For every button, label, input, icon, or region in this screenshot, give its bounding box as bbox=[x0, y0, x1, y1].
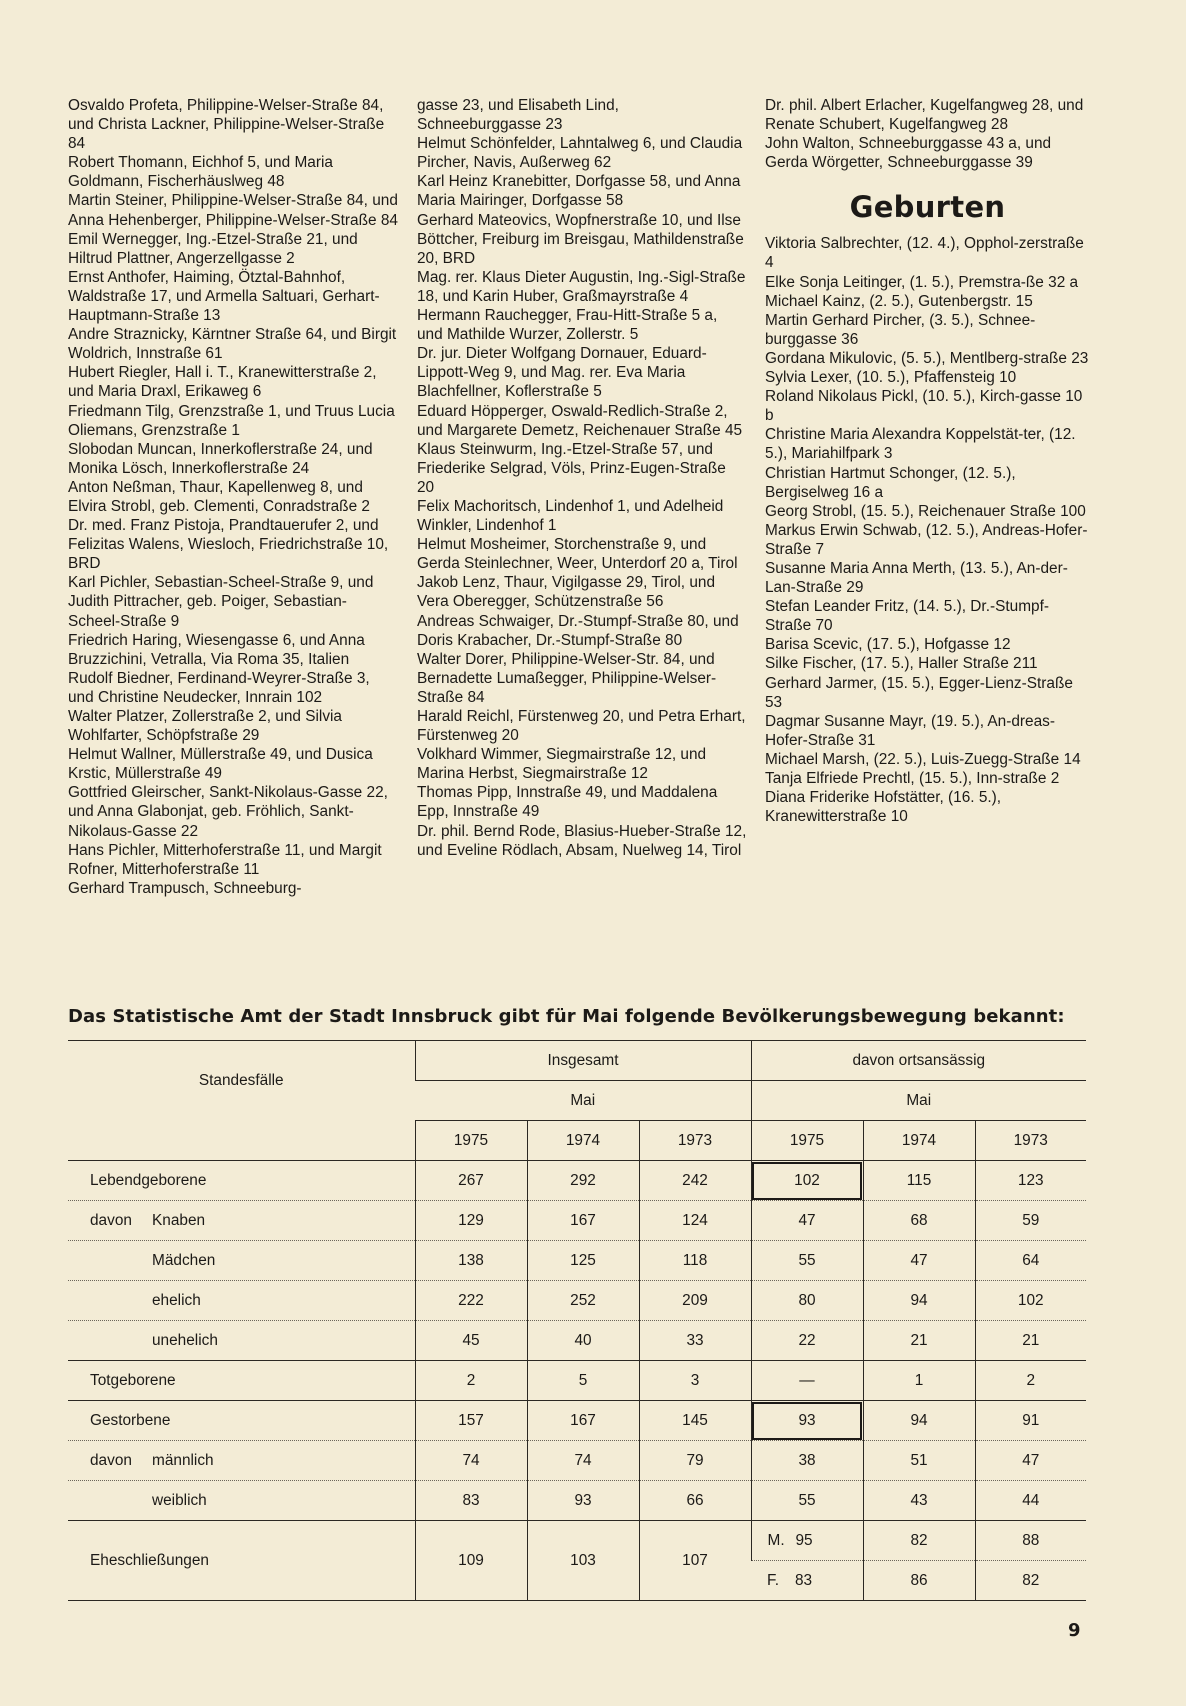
table-cell: 157 bbox=[415, 1401, 527, 1441]
table-cell: 79 bbox=[639, 1441, 751, 1481]
table-cell: 66 bbox=[639, 1481, 751, 1521]
table-cell: 3 bbox=[639, 1361, 751, 1401]
marriage-entry: Walter Platzer, Zollerstraße 2, und Silvia Wohlfarter, Schöpfstraße 29 bbox=[68, 708, 342, 745]
marriage-entry: Dr. jur. Dieter Wolfgang Dornauer, Eduard-Lippott-Weg 9, und Mag. rer. Eva Maria Blachfellner, Koflerstraße 5 bbox=[417, 345, 707, 401]
table-row-gestorbene bbox=[68, 1401, 1086, 1441]
table-cell: 292 bbox=[527, 1161, 639, 1201]
birth-entry: Martin Gerhard Pircher, (3. 5.), Schnee-burggasse 36 bbox=[765, 311, 1036, 348]
marriage-entry: Felix Machoritsch, Lindenhof 1, und Adelheid Winkler, Lindenhof 1 bbox=[417, 497, 724, 535]
table-cell: 38 bbox=[751, 1441, 863, 1481]
birth-entry: Tanja Elfriede Prechtl, (15. 5.), Inn-straße 2 bbox=[765, 770, 1060, 787]
table-cell: 80 bbox=[751, 1281, 863, 1321]
table-cell: 68 bbox=[863, 1201, 975, 1241]
statistics-heading: Das Statistische Amt der Stadt Innsbruck gibt für Mai folgende Bevölkerungsbewegung bekannt: bbox=[68, 1006, 1065, 1027]
table-row-unehelich bbox=[68, 1321, 1086, 1361]
marriage-entry: Thomas Pipp, Innstraße 49, und Maddalena Epp, Innstraße 49 bbox=[417, 784, 718, 821]
year-header: 1973 bbox=[639, 1121, 751, 1161]
table-row-maennlich bbox=[68, 1441, 1086, 1481]
table-cell: 167 bbox=[527, 1201, 639, 1241]
table-cell: 51 bbox=[863, 1441, 975, 1481]
table-row-eheschliessungen-m bbox=[68, 1521, 1086, 1561]
marriage-entry: Ernst Anthofer, Haiming, Ötztal-Bahnhof, Waldstraße 17, und Armella Saltuari, Gerhart-Hauptmann-Straße 13 bbox=[68, 268, 380, 325]
table-cell-boxed: 102 bbox=[751, 1161, 863, 1201]
births-column bbox=[765, 96, 1090, 826]
births-heading: Geburten bbox=[849, 190, 1006, 225]
table-cell: 45 bbox=[415, 1321, 527, 1361]
row-label bbox=[68, 1441, 415, 1481]
table-cell: 74 bbox=[415, 1441, 527, 1481]
table-cell: 86 bbox=[863, 1561, 975, 1601]
birth-entry: Diana Friderike Hofstätter, (16. 5.), Kranewitterstraße 10 bbox=[765, 789, 1002, 826]
table-row-lebendgeborene bbox=[68, 1161, 1086, 1201]
marriage-entry: Osvaldo Profeta, Philippine-Welser-Straße 84, und Christa Lackner, Philippine-Welser-Straße 84 bbox=[68, 97, 385, 153]
table-cell: 115 bbox=[863, 1161, 975, 1201]
month-header: Mai bbox=[751, 1081, 1086, 1121]
birth-entry: Susanne Maria Anna Merth, (13. 5.), An-der-Lan-Straße 29 bbox=[765, 559, 1068, 597]
marriage-entry: Karl Heinz Kranebitter, Dorfgasse 58, und Anna Maria Mairinger, Dorfgasse 58 bbox=[417, 173, 741, 210]
table-cell: 55 bbox=[751, 1481, 863, 1521]
group-header-ortsansaessig: davon ortsansässig bbox=[751, 1041, 1086, 1081]
marriage-entry: Friedrich Haring, Wiesengasse 6, und Anna Bruzzichini, Vetralla, Via Roma 35, Italien bbox=[68, 631, 365, 668]
marriage-entry: Helmut Mosheimer, Storchenstraße 9, und Gerda Steinlechner, Weer, Unterdorf 20 a, Tirol bbox=[417, 536, 738, 573]
year-header: 1975 bbox=[751, 1121, 863, 1161]
birth-entry: Christian Hartmut Schonger, (12. 5.), Bergiselweg 16 a bbox=[765, 464, 1016, 501]
table-cell: 167 bbox=[527, 1401, 639, 1441]
marriage-entry: Emil Wernegger, Ing.-Etzel-Straße 21, und Hiltrud Plattner, Angerzellgasse 2 bbox=[68, 230, 358, 267]
year-header: 1975 bbox=[415, 1121, 527, 1161]
birth-entry: Gerhard Jarmer, (15. 5.), Egger-Lienz-Straße 53 bbox=[765, 674, 1073, 711]
birth-entry: Michael Kainz, (2. 5.), Gutenbergstr. 15 bbox=[765, 292, 1033, 310]
table-cell bbox=[751, 1521, 863, 1561]
marriage-entry: Robert Thomann, Eichhof 5, und Maria Goldmann, Fischerhäuslweg 48 bbox=[68, 154, 333, 191]
year-header: 1973 bbox=[975, 1121, 1086, 1161]
female-label: F. bbox=[767, 1571, 779, 1589]
row-label-text: Knaben bbox=[152, 1211, 206, 1229]
marriage-entry: Harald Reichl, Fürstenweg 20, und Petra Erhart, Fürstenweg 20 bbox=[417, 708, 746, 745]
marriage-entry: Andre Straznicky, Kärntner Straße 64, und Birgit Woldrich, Innstraße 61 bbox=[68, 326, 397, 363]
marriage-entry: Andreas Schwaiger, Dr.-Stumpf-Straße 80, und Doris Krabacher, Dr.-Stumpf-Straße 80 bbox=[417, 612, 739, 649]
birth-entry: Barisa Scevic, (17. 5.), Hofgasse 12 bbox=[765, 636, 1011, 654]
marriages-column-2 bbox=[417, 96, 747, 860]
marriage-entry: gasse 23, und Elisabeth Lind, Schneeburggasse 23 bbox=[417, 97, 619, 134]
column-label-standesfaelle: Standesfälle bbox=[198, 1071, 284, 1089]
marriage-entry: Walter Dorer, Philippine-Welser-Str. 84, und Bernadette Lumaßegger, Philippine-Welser-Straße 84 bbox=[417, 650, 717, 706]
table-cell: 22 bbox=[751, 1321, 863, 1361]
marriage-entry: Jakob Lenz, Thaur, Vigilgasse 29, Tirol, und Vera Oberegger, Schützenstraße 56 bbox=[417, 574, 716, 611]
marriage-entry: Slobodan Muncan, Innerkoflerstraße 24, und Monika Lösch, Innerkoflerstraße 24 bbox=[68, 440, 373, 477]
row-label: Eheschließungen bbox=[68, 1521, 415, 1601]
birth-entry: Elke Sonja Leitinger, (1. 5.), Premstra-ße 32 a bbox=[765, 273, 1079, 291]
table-cell: 267 bbox=[415, 1161, 527, 1201]
table-cell: 64 bbox=[975, 1241, 1086, 1281]
year-header-spacer bbox=[68, 1121, 415, 1161]
table-cell: 5 bbox=[527, 1361, 639, 1401]
population-statistics-table bbox=[68, 1040, 1086, 1601]
table-cell: 74 bbox=[527, 1441, 639, 1481]
marriage-entry: Rudolf Biedner, Ferdinand-Weyrer-Straße 3, und Christine Neudecker, Innrain 102 bbox=[68, 669, 370, 706]
marriage-entry: Gerhard Mateovics, Wopfnerstraße 10, und Ilse Böttcher, Freiburg im Breisgau, Mathildenstraße 20, BRD bbox=[417, 211, 744, 267]
marriage-entry: Gottfried Gleirscher, Sankt-Nikolaus-Gasse 22, und Anna Glabonjat, geb. Fröhlich, Sankt-Nikolaus-Gasse 22 bbox=[68, 784, 388, 840]
table-cell: 2 bbox=[975, 1361, 1086, 1401]
table-cell: 129 bbox=[415, 1201, 527, 1241]
page-number: 9 bbox=[1068, 1620, 1081, 1641]
cell-value: 83 bbox=[795, 1571, 813, 1589]
marriage-entry: Volkhard Wimmer, Siegmairstraße 12, und Marina Herbst, Siegmairstraße 12 bbox=[417, 746, 707, 783]
marriage-entry: Dr. med. Franz Pistoja, Prandtauerufer 2, und Felizitas Walens, Wiesloch, Friedrichstraße 10, BRD bbox=[68, 517, 389, 573]
table-cell: 33 bbox=[639, 1321, 751, 1361]
cell-value: 95 bbox=[795, 1531, 813, 1549]
table-row-totgeborene bbox=[68, 1361, 1086, 1401]
row-label-text: männlich bbox=[152, 1451, 214, 1469]
birth-entry: Stefan Leander Fritz, (14. 5.), Dr.-Stumpf-Straße 70 bbox=[765, 598, 1049, 635]
table-cell: 47 bbox=[863, 1241, 975, 1281]
table-cell: 138 bbox=[415, 1241, 527, 1281]
table-cell: 47 bbox=[975, 1441, 1086, 1481]
table-cell: 21 bbox=[975, 1321, 1086, 1361]
table-cell: 59 bbox=[975, 1201, 1086, 1241]
marriage-entry: Dr. phil. Bernd Rode, Blasius-Hueber-Straße 12, und Eveline Rödlach, Absam, Nuelweg 14, Tirol bbox=[417, 822, 747, 859]
month-header: Mai bbox=[415, 1081, 751, 1121]
birth-entry: Christine Maria Alexandra Koppelstät-ter, (12. 5.), Mariahilfpark 3 bbox=[765, 426, 1076, 463]
birth-entry: Michael Marsh, (22. 5.), Luis-Zuegg-Straße 14 bbox=[765, 750, 1081, 768]
table-cell-boxed: 93 bbox=[751, 1401, 863, 1441]
birth-entry: Markus Erwin Schwab, (12. 5.), Andreas-Hofer-Straße 7 bbox=[765, 521, 1088, 558]
row-label: weiblich bbox=[152, 1491, 207, 1509]
table-cell: 47 bbox=[751, 1201, 863, 1241]
birth-entry: Sylvia Lexer, (10. 5.), Pfaffensteig 10 bbox=[765, 369, 1017, 387]
table-cell: 88 bbox=[975, 1521, 1086, 1561]
birth-entry: Viktoria Salbrechter, (12. 4.), Opphol-zerstraße 4 bbox=[765, 235, 1084, 272]
row-label: Mädchen bbox=[68, 1241, 415, 1281]
table-cell: 123 bbox=[975, 1161, 1086, 1201]
row-label: Totgeborene bbox=[68, 1361, 415, 1401]
marriage-entry: Hermann Rauchegger, Frau-Hitt-Straße 5 a, und Mathilde Wurzer, Zollerstr. 5 bbox=[417, 307, 718, 344]
male-label: M. bbox=[767, 1531, 785, 1549]
birth-entry: Dagmar Susanne Mayr, (19. 5.), An-dreas-Hofer-Straße 31 bbox=[765, 712, 1055, 749]
table-cell: 1 bbox=[863, 1361, 975, 1401]
table-cell: 83 bbox=[415, 1481, 527, 1521]
birth-entry: Georg Strobl, (15. 5.), Reichenauer Straße 100 bbox=[765, 502, 1086, 520]
table-cell: 252 bbox=[527, 1281, 639, 1321]
table-row-knaben bbox=[68, 1201, 1086, 1241]
table-cell: 44 bbox=[975, 1481, 1086, 1521]
marriage-entry: Martin Steiner, Philippine-Welser-Straße 84, und Anna Hehenberger, Philippine-Welser-Straße 84 bbox=[68, 192, 398, 229]
year-header: 1974 bbox=[863, 1121, 975, 1161]
table-cell: 93 bbox=[527, 1481, 639, 1521]
marriage-entry: Helmut Wallner, Müllerstraße 49, und Dusica Krstic, Müllerstraße 49 bbox=[68, 746, 373, 783]
table-cell: 125 bbox=[527, 1241, 639, 1281]
marriage-entry: Eduard Höpperger, Oswald-Redlich-Straße 2, und Margarete Demetz, Reichenauer Straße 45 bbox=[417, 402, 743, 439]
marriage-entry: Hans Pichler, Mitterhoferstraße 11, und Margit Rofner, Mitterhoferstraße 11 bbox=[68, 841, 382, 878]
davon-label: davon bbox=[90, 1451, 132, 1469]
table-cell: 40 bbox=[527, 1321, 639, 1361]
table-row-weiblich bbox=[68, 1481, 1086, 1521]
marriage-entry: Hubert Riegler, Hall i. T., Kranewitterstraße 2, und Maria Draxl, Erikaweg 6 bbox=[68, 364, 377, 401]
row-label: Lebendgeborene bbox=[68, 1161, 415, 1201]
table-row-maedchen bbox=[68, 1241, 1086, 1281]
row-label: Gestorbene bbox=[68, 1401, 415, 1441]
row-label: unehelich bbox=[152, 1331, 218, 1349]
table-cell: 43 bbox=[863, 1481, 975, 1521]
table-cell: 102 bbox=[975, 1281, 1086, 1321]
table-cell: 94 bbox=[863, 1281, 975, 1321]
table-cell: — bbox=[751, 1361, 863, 1401]
table-cell: 124 bbox=[639, 1201, 751, 1241]
marriages-column-1 bbox=[68, 96, 398, 898]
marriage-entry: Klaus Steinwurm, Ing.-Etzel-Straße 57, und Friederike Selgrad, Völs, Prinz-Eugen-Straße 20 bbox=[417, 440, 726, 496]
table-cell: 109 bbox=[415, 1521, 527, 1601]
group-header-insgesamt: Insgesamt bbox=[415, 1041, 751, 1081]
table-cell: 222 bbox=[415, 1281, 527, 1321]
marriage-entry: Gerhard Trampusch, Schneeburg- bbox=[68, 879, 302, 897]
year-header: 1974 bbox=[527, 1121, 639, 1161]
marriage-entry: John Walton, Schneeburggasse 43 a, und Gerda Wörgetter, Schneeburggasse 39 bbox=[765, 135, 1052, 172]
marriage-entry: Karl Pichler, Sebastian-Scheel-Straße 9, und Judith Pittracher, geb. Poiger, Sebastian-Scheel-Straße 9 bbox=[68, 574, 374, 630]
table-cell: 94 bbox=[863, 1401, 975, 1441]
table-cell: 209 bbox=[639, 1281, 751, 1321]
marriage-entry: Anton Neßman, Thaur, Kapellenweg 8, und Elvira Strobl, geb. Clementi, Conradstraße 2 bbox=[68, 478, 370, 515]
birth-entry: Silke Fischer, (17. 5.), Haller Straße 211 bbox=[765, 655, 1038, 673]
table-cell: 21 bbox=[863, 1321, 975, 1361]
table-cell: 145 bbox=[639, 1401, 751, 1441]
table-cell: 107 bbox=[639, 1521, 751, 1601]
table-cell: 103 bbox=[527, 1521, 639, 1601]
table-cell: 91 bbox=[975, 1401, 1086, 1441]
table-row-ehelich bbox=[68, 1281, 1086, 1321]
table-cell bbox=[751, 1561, 863, 1601]
table-cell: 2 bbox=[415, 1361, 527, 1401]
davon-label: davon bbox=[90, 1211, 132, 1229]
marriage-entry: Dr. phil. Albert Erlacher, Kugelfangweg 28, und Renate Schubert, Kugelfangweg 28 bbox=[765, 97, 1084, 134]
table-cell: 82 bbox=[975, 1561, 1086, 1601]
birth-entry: Gordana Mikulovic, (5. 5.), Mentlberg-straße 23 bbox=[765, 349, 1089, 367]
table-cell: 242 bbox=[639, 1161, 751, 1201]
table-cell: 82 bbox=[863, 1521, 975, 1561]
row-label bbox=[68, 1201, 415, 1241]
marriage-entry: Helmut Schönfelder, Lahntalweg 6, und Claudia Pircher, Navis, Außerweg 62 bbox=[417, 135, 743, 172]
marriage-entry: Mag. rer. Klaus Dieter Augustin, Ing.-Sigl-Straße 18, und Karin Huber, Graßmayrstraße 4 bbox=[417, 268, 746, 305]
table-cell: 118 bbox=[639, 1241, 751, 1281]
row-label: ehelich bbox=[68, 1281, 415, 1321]
marriage-entry: Friedmann Tilg, Grenzstraße 1, und Truus Lucia Oliemans, Grenzstraße 1 bbox=[68, 402, 395, 439]
table-cell: 55 bbox=[751, 1241, 863, 1281]
birth-entry: Roland Nikolaus Pickl, (10. 5.), Kirch-gasse 10 b bbox=[765, 388, 1083, 425]
